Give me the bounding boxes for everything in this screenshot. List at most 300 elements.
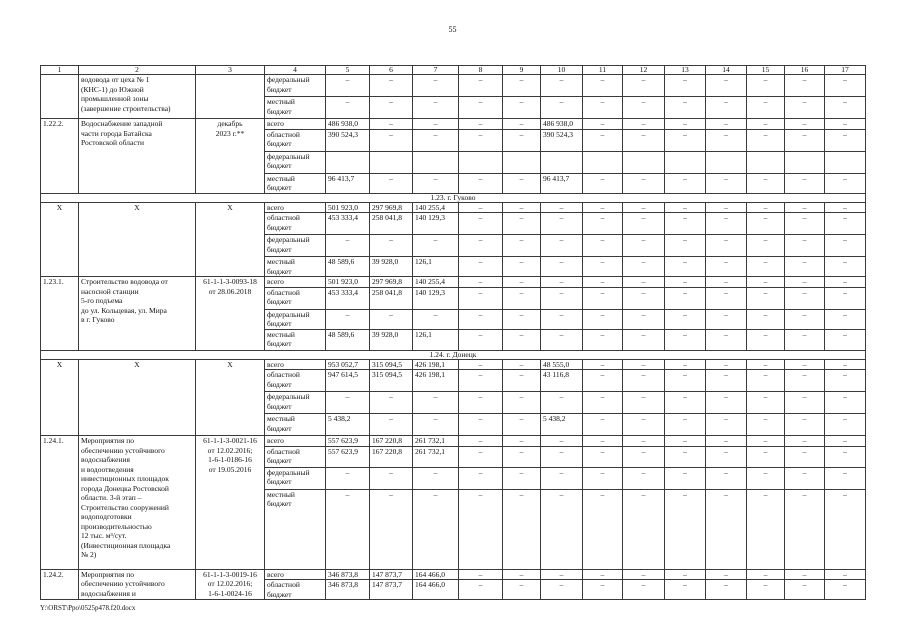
value-cell: 164 466,0	[413, 580, 459, 600]
value-cell: –	[541, 277, 583, 288]
value-cell: –	[503, 489, 541, 569]
value-cell: –	[706, 235, 747, 257]
value-cell: –	[583, 414, 623, 436]
value-cell: 43 116,8	[541, 370, 583, 392]
value-cell: –	[825, 569, 866, 580]
value-cell: –	[326, 467, 370, 489]
value-cell: –	[503, 119, 541, 130]
value-cell: –	[623, 257, 665, 277]
section-row	[41, 350, 866, 359]
value-cell: –	[706, 97, 747, 119]
value-cell: –	[665, 287, 706, 309]
item-name-cell: водовода от цеха № 1 (КНС-1) до Южной промышленной зоны (завершение строительства)	[79, 75, 196, 119]
value-cell: –	[583, 235, 623, 257]
value-cell: –	[747, 75, 785, 97]
value-cell: –	[541, 202, 583, 213]
document-cell: 61-1-1-3-0021-16 от 12.02.2016; 1-6-1-0186-16 от 19.05.2016	[196, 436, 265, 570]
value-cell: –	[459, 277, 503, 288]
value-cell: –	[413, 392, 459, 414]
value-cell: –	[583, 467, 623, 489]
value-cell: –	[706, 359, 747, 370]
value-cell: –	[413, 489, 459, 569]
table-row	[41, 119, 866, 130]
column-number-cell: 12	[623, 66, 665, 75]
value-cell: –	[370, 309, 413, 329]
value-cell: –	[503, 257, 541, 277]
value-cell: –	[370, 467, 413, 489]
value-cell: –	[326, 75, 370, 97]
document-cell	[196, 75, 265, 119]
value-cell: –	[583, 97, 623, 119]
value-cell: –	[503, 580, 541, 600]
value-cell: –	[825, 257, 866, 277]
value-cell: –	[541, 257, 583, 277]
value-cell: –	[541, 446, 583, 467]
value-cell: –	[623, 446, 665, 467]
value-cell: –	[747, 489, 785, 569]
value-cell: 140 129,3	[413, 287, 459, 309]
value-cell: –	[583, 257, 623, 277]
value-cell: –	[706, 329, 747, 350]
value-cell: –	[459, 446, 503, 467]
value-cell: –	[825, 467, 866, 489]
item-number-cell: 1.24.2.	[41, 569, 79, 600]
value-cell: –	[583, 569, 623, 580]
value-cell: –	[503, 235, 541, 257]
value-cell: –	[825, 414, 866, 436]
value-cell: –	[413, 467, 459, 489]
footer-filepath: Y:\ORST\Ppo\0525p478.f20.docx	[40, 604, 136, 612]
value-cell: –	[623, 392, 665, 414]
value-cell: –	[541, 287, 583, 309]
value-cell: –	[825, 370, 866, 392]
table-row	[41, 359, 866, 370]
value-cell: –	[623, 75, 665, 97]
value-cell: –	[459, 97, 503, 119]
value-cell: –	[825, 75, 866, 97]
value-cell: –	[583, 129, 623, 151]
value-cell: –	[503, 370, 541, 392]
value-cell: –	[459, 359, 503, 370]
value-cell: –	[747, 329, 785, 350]
document-cell: Х	[196, 202, 265, 277]
value-cell: –	[785, 489, 825, 569]
value-cell: 258 041,8	[370, 213, 413, 235]
value-cell: –	[459, 436, 503, 447]
value-cell: –	[785, 580, 825, 600]
table-row	[41, 277, 866, 288]
value-cell: –	[503, 173, 541, 193]
value-cell: –	[785, 277, 825, 288]
value-cell: –	[706, 257, 747, 277]
value-cell: –	[623, 580, 665, 600]
value-cell: –	[706, 436, 747, 447]
value-cell: –	[785, 414, 825, 436]
value-cell: –	[623, 277, 665, 288]
value-cell: –	[706, 569, 747, 580]
value-cell: –	[583, 436, 623, 447]
value-cell: –	[825, 202, 866, 213]
column-number-cell: 17	[825, 66, 866, 75]
value-cell: –	[459, 173, 503, 193]
section-row	[41, 193, 866, 202]
value-cell: –	[541, 489, 583, 569]
value-cell: –	[665, 467, 706, 489]
value-cell: –	[747, 370, 785, 392]
value-cell: 147 873,7	[370, 580, 413, 600]
value-cell: –	[503, 569, 541, 580]
column-number-cell: 9	[503, 66, 541, 75]
value-cell: 315 094,5	[370, 370, 413, 392]
value-cell: –	[825, 235, 866, 257]
value-cell: –	[459, 309, 503, 329]
value-cell: –	[541, 309, 583, 329]
value-cell: –	[503, 446, 541, 467]
value-cell: –	[370, 97, 413, 119]
value-cell: 164 466,0	[413, 569, 459, 580]
value-cell: –	[623, 359, 665, 370]
table-row	[41, 75, 866, 97]
value-cell: 390 524,3	[326, 129, 370, 151]
value-cell: –	[665, 97, 706, 119]
value-cell: –	[583, 392, 623, 414]
value-cell: –	[785, 309, 825, 329]
column-number-cell: 16	[785, 66, 825, 75]
value-cell: –	[785, 329, 825, 350]
value-cell: 501 923,0	[326, 277, 370, 288]
value-cell: –	[706, 370, 747, 392]
value-cell: –	[665, 580, 706, 600]
value-cell: –	[665, 370, 706, 392]
value-cell: –	[413, 75, 459, 97]
item-number-cell: 1.24.1.	[41, 436, 79, 570]
value-cell: 390 524,3	[541, 129, 583, 151]
value-cell: –	[785, 569, 825, 580]
value-cell	[747, 151, 785, 173]
value-cell: –	[785, 75, 825, 97]
value-cell: –	[623, 202, 665, 213]
value-cell: –	[747, 580, 785, 600]
value-cell: 167 220,8	[370, 436, 413, 447]
value-cell: –	[623, 129, 665, 151]
value-cell: –	[665, 257, 706, 277]
value-cell	[706, 151, 747, 173]
value-cell: –	[785, 446, 825, 467]
value-cell: –	[541, 329, 583, 350]
value-cell: –	[459, 287, 503, 309]
value-cell: 486 938,0	[541, 119, 583, 130]
value-cell: 126,1	[413, 329, 459, 350]
value-cell: –	[503, 202, 541, 213]
column-number-cell: 6	[370, 66, 413, 75]
value-cell: –	[583, 287, 623, 309]
value-cell: 261 732,1	[413, 446, 459, 467]
value-cell: 126,1	[413, 257, 459, 277]
budget-label-cell: всего	[265, 202, 326, 213]
value-cell: –	[825, 277, 866, 288]
value-cell: 453 333,4	[326, 287, 370, 309]
value-cell: 5 438,2	[541, 414, 583, 436]
value-cell: –	[459, 213, 503, 235]
value-cell: –	[583, 119, 623, 130]
value-cell: –	[665, 119, 706, 130]
value-cell: –	[326, 235, 370, 257]
value-cell: –	[370, 235, 413, 257]
value-cell: –	[503, 359, 541, 370]
table-body	[41, 75, 866, 600]
item-number-cell: 1.23.1.	[41, 277, 79, 351]
budget-label-cell: всего	[265, 119, 326, 130]
column-number-cell: 11	[583, 66, 623, 75]
column-number-cell: 3	[196, 66, 265, 75]
value-cell: –	[785, 392, 825, 414]
value-cell: –	[541, 580, 583, 600]
column-number-cell: 13	[665, 66, 706, 75]
value-cell: –	[459, 119, 503, 130]
budget-label-cell: федеральный бюджет	[265, 309, 326, 329]
value-cell: –	[747, 446, 785, 467]
value-cell: –	[665, 173, 706, 193]
table-row	[41, 436, 866, 447]
value-cell: –	[785, 436, 825, 447]
value-cell: –	[665, 359, 706, 370]
column-number-cell: 8	[459, 66, 503, 75]
value-cell: –	[706, 173, 747, 193]
value-cell: –	[825, 213, 866, 235]
value-cell: 140 255,4	[413, 202, 459, 213]
table-row	[41, 202, 866, 213]
table-header	[41, 66, 866, 75]
value-cell: –	[825, 329, 866, 350]
value-cell: –	[825, 436, 866, 447]
value-cell: –	[623, 213, 665, 235]
value-cell: 261 732,1	[413, 436, 459, 447]
value-cell: –	[583, 213, 623, 235]
value-cell: –	[825, 392, 866, 414]
value-cell	[665, 151, 706, 173]
value-cell: 48 555,0	[541, 359, 583, 370]
value-cell: –	[370, 414, 413, 436]
value-cell: –	[503, 75, 541, 97]
value-cell: –	[541, 75, 583, 97]
value-cell: –	[583, 489, 623, 569]
value-cell: –	[503, 97, 541, 119]
value-cell: –	[541, 569, 583, 580]
value-cell: 557 623,9	[326, 436, 370, 447]
value-cell: –	[370, 75, 413, 97]
budget-label-cell: федеральный бюджет	[265, 235, 326, 257]
budget-label-cell: местный бюджет	[265, 97, 326, 119]
value-cell: –	[665, 235, 706, 257]
item-number-cell: Х	[41, 202, 79, 277]
value-cell: –	[623, 370, 665, 392]
column-number-cell: 15	[747, 66, 785, 75]
value-cell: –	[825, 580, 866, 600]
value-cell: –	[459, 129, 503, 151]
value-cell: –	[665, 392, 706, 414]
value-cell: –	[583, 75, 623, 97]
value-cell: –	[459, 414, 503, 436]
value-cell: –	[459, 392, 503, 414]
value-cell: –	[503, 277, 541, 288]
value-cell: 953 052,7	[326, 359, 370, 370]
value-cell: –	[623, 329, 665, 350]
value-cell: –	[747, 97, 785, 119]
value-cell: 96 413,7	[541, 173, 583, 193]
value-cell: 5 438,2	[326, 414, 370, 436]
column-number-cell: 7	[413, 66, 459, 75]
value-cell: –	[785, 129, 825, 151]
value-cell: –	[459, 489, 503, 569]
value-cell: –	[503, 129, 541, 151]
value-cell: –	[370, 119, 413, 130]
value-cell: –	[665, 436, 706, 447]
value-cell: 426 198,1	[413, 370, 459, 392]
value-cell: –	[665, 446, 706, 467]
value-cell: –	[785, 119, 825, 130]
value-cell: –	[747, 213, 785, 235]
value-cell: –	[370, 129, 413, 151]
value-cell: –	[459, 75, 503, 97]
value-cell: 453 333,4	[326, 213, 370, 235]
header-row	[41, 66, 866, 75]
budget-label-cell: федеральный бюджет	[265, 151, 326, 173]
value-cell: –	[706, 129, 747, 151]
value-cell	[370, 151, 413, 173]
value-cell	[326, 151, 370, 173]
item-number-cell: 1.22.2.	[41, 119, 79, 194]
value-cell: –	[370, 392, 413, 414]
value-cell: –	[747, 257, 785, 277]
value-cell: –	[623, 309, 665, 329]
value-cell: –	[747, 277, 785, 288]
value-cell: –	[785, 359, 825, 370]
value-cell: 426 198,1	[413, 359, 459, 370]
section-title: 1.23. г. Гуково	[41, 193, 866, 202]
budget-label-cell: федеральный бюджет	[265, 467, 326, 489]
value-cell: –	[583, 370, 623, 392]
table-row	[41, 569, 866, 580]
value-cell: –	[825, 446, 866, 467]
value-cell: 297 969,8	[370, 277, 413, 288]
budget-label-cell: областной бюджет	[265, 213, 326, 235]
value-cell: –	[665, 569, 706, 580]
budget-label-cell: местный бюджет	[265, 329, 326, 350]
value-cell: 346 873,8	[326, 569, 370, 580]
value-cell	[459, 151, 503, 173]
value-cell: 147 873,7	[370, 569, 413, 580]
value-cell: 39 928,0	[370, 329, 413, 350]
value-cell: 346 873,8	[326, 580, 370, 600]
value-cell: –	[825, 287, 866, 309]
value-cell: –	[459, 329, 503, 350]
value-cell: –	[665, 202, 706, 213]
item-name-cell: Мероприятия по обеспечению устойчивого водоснабжения и водоотведения инвестиционных площадок города Донецка Ростовской области. 3-й этап – Строительство сооружений водоподготовки производительностью 12 тыс. м³/сут. (Инвестиционная площадка № 2)	[79, 436, 196, 570]
value-cell: –	[785, 370, 825, 392]
value-cell: –	[825, 359, 866, 370]
value-cell: –	[785, 97, 825, 119]
value-cell	[825, 151, 866, 173]
value-cell: 140 129,3	[413, 213, 459, 235]
value-cell: –	[623, 467, 665, 489]
value-cell	[623, 151, 665, 173]
value-cell: –	[706, 489, 747, 569]
value-cell: –	[665, 489, 706, 569]
value-cell: –	[785, 287, 825, 309]
value-cell: 315 094,5	[370, 359, 413, 370]
budget-label-cell: областной бюджет	[265, 287, 326, 309]
value-cell: –	[665, 309, 706, 329]
value-cell: –	[747, 392, 785, 414]
value-cell: –	[623, 173, 665, 193]
column-number-cell: 10	[541, 66, 583, 75]
budget-label-cell: областной бюджет	[265, 129, 326, 151]
budget-label-cell: федеральный бюджет	[265, 392, 326, 414]
column-number-cell: 5	[326, 66, 370, 75]
budget-label-cell: всего	[265, 277, 326, 288]
value-cell: –	[413, 97, 459, 119]
budget-label-cell: областной бюджет	[265, 370, 326, 392]
value-cell: –	[503, 392, 541, 414]
column-number-cell: 2	[79, 66, 196, 75]
value-cell: –	[503, 213, 541, 235]
value-cell: –	[785, 173, 825, 193]
value-cell	[785, 151, 825, 173]
value-cell: –	[825, 489, 866, 569]
value-cell: –	[747, 359, 785, 370]
value-cell: –	[623, 235, 665, 257]
value-cell: –	[503, 467, 541, 489]
value-cell: –	[706, 202, 747, 213]
section-title: 1.24. г. Донецк	[41, 350, 866, 359]
value-cell: –	[706, 309, 747, 329]
document-cell: 61-1-1-3-0093-18 от 28.06.2018	[196, 277, 265, 351]
value-cell: –	[503, 329, 541, 350]
value-cell: –	[747, 235, 785, 257]
value-cell: 486 938,0	[326, 119, 370, 130]
value-cell: –	[706, 580, 747, 600]
value-cell: –	[747, 467, 785, 489]
value-cell: –	[459, 467, 503, 489]
value-cell: –	[583, 202, 623, 213]
value-cell: 39 928,0	[370, 257, 413, 277]
value-cell: –	[706, 414, 747, 436]
budget-label-cell: областной бюджет	[265, 446, 326, 467]
value-cell: –	[541, 436, 583, 447]
value-cell: –	[583, 580, 623, 600]
value-cell: –	[665, 277, 706, 288]
value-cell: –	[623, 489, 665, 569]
value-cell: –	[747, 202, 785, 213]
value-cell: –	[541, 97, 583, 119]
value-cell: 557 623,9	[326, 446, 370, 467]
value-cell: –	[541, 213, 583, 235]
value-cell: –	[706, 119, 747, 130]
value-cell: –	[825, 309, 866, 329]
value-cell: –	[785, 213, 825, 235]
value-cell: –	[583, 359, 623, 370]
budget-label-cell: всего	[265, 359, 326, 370]
budget-label-cell: всего	[265, 436, 326, 447]
value-cell: –	[785, 235, 825, 257]
value-cell: –	[583, 329, 623, 350]
value-cell: –	[665, 329, 706, 350]
value-cell: –	[413, 309, 459, 329]
item-name-cell: Строительство водовода от насосной станции 5-го подъема до ул. Кольцевая, ул. Мира в г. Гуково	[79, 277, 196, 351]
value-cell: –	[583, 173, 623, 193]
budget-label-cell: областной бюджет	[265, 580, 326, 600]
value-cell: –	[706, 287, 747, 309]
